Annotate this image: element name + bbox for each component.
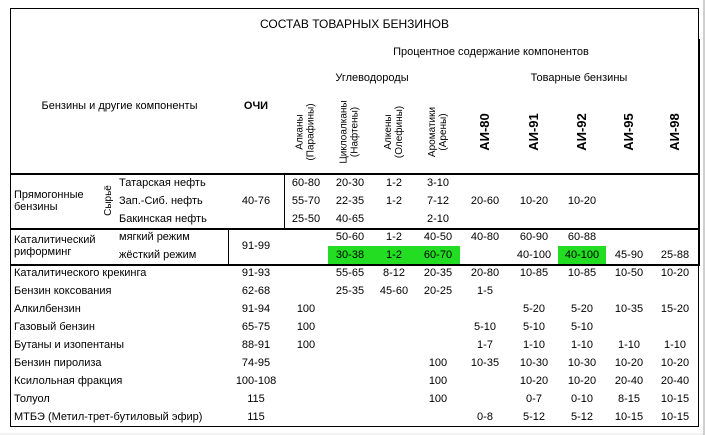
grade-cell[interactable] xyxy=(652,408,699,427)
grade-cell[interactable] xyxy=(460,408,511,427)
reforming-sub-text: жёсткий режим xyxy=(119,249,197,261)
grade-cell[interactable] xyxy=(652,282,699,301)
value-cell[interactable] xyxy=(372,336,417,355)
grade-cell[interactable] xyxy=(558,300,607,319)
grade-cell[interactable] xyxy=(606,390,653,409)
value-cell[interactable] xyxy=(416,264,461,283)
grade-cell-text: 8-15 xyxy=(617,393,641,405)
value-cell-text: 100 xyxy=(296,303,316,315)
value-cell[interactable] xyxy=(416,372,461,391)
row-octane-text: 100-108 xyxy=(235,375,277,387)
row-octane-text: 91-94 xyxy=(241,303,271,315)
value-cell[interactable] xyxy=(328,372,373,391)
grade-cell[interactable] xyxy=(510,318,559,337)
value-cell-text: 55-70 xyxy=(291,195,321,207)
grade-cell[interactable] xyxy=(510,264,559,283)
grade-cell-text: 45-90 xyxy=(614,249,644,261)
grade-header-label xyxy=(576,113,588,151)
value-cell[interactable] xyxy=(372,282,417,301)
row-octane-text: 115 xyxy=(247,411,265,423)
hc-header-line2: (Олефины) xyxy=(394,105,405,158)
grade-cell[interactable] xyxy=(652,246,699,265)
row-reforming[interactable] xyxy=(10,228,117,265)
grade-cell-text: 10-35 xyxy=(470,357,500,369)
grade-cell-text: 10-35 xyxy=(614,303,644,315)
grade-cell-text: 60-88 xyxy=(567,231,597,243)
grade-cell[interactable] xyxy=(558,336,607,355)
value-cell-text: 40-50 xyxy=(423,231,453,243)
grade-cell-text: 10-20 xyxy=(519,375,549,387)
grade-cell[interactable] xyxy=(460,228,511,247)
grade-cell-text: 10-85 xyxy=(567,267,597,279)
header-gasolines[interactable] xyxy=(460,65,699,91)
header-octane[interactable] xyxy=(228,39,285,174)
grade-cell[interactable] xyxy=(460,318,511,337)
grade-header-label xyxy=(669,113,681,151)
value-cell[interactable] xyxy=(328,192,373,211)
header-hc-1[interactable] xyxy=(328,90,373,174)
grade-cell-text: 20-60 xyxy=(470,194,500,207)
grade-cell-text: 10-15 xyxy=(660,393,690,405)
hc-header-line1: Ароматики xyxy=(427,106,439,157)
grade-header-text: АИ-95 xyxy=(621,112,636,151)
grade-cell-text: 10-20 xyxy=(614,357,644,369)
grade-cell[interactable] xyxy=(606,173,653,229)
reforming-octane-text: 91-99 xyxy=(241,240,271,252)
grade-cell[interactable] xyxy=(510,282,559,301)
grade-cell[interactable] xyxy=(460,173,511,229)
row-octane-text: 88-91 xyxy=(241,339,271,351)
value-cell[interactable] xyxy=(416,408,461,427)
value-cell-text: 20-35 xyxy=(423,267,453,279)
grade-cell[interactable] xyxy=(606,246,653,265)
grade-cell-highlighted-text: 40-100 xyxy=(564,249,600,261)
row-octane[interactable] xyxy=(228,408,285,427)
grade-cell-highlighted[interactable] xyxy=(558,246,607,265)
value-cell[interactable] xyxy=(372,192,417,211)
grade-cell[interactable] xyxy=(460,390,511,409)
grade-cell[interactable] xyxy=(558,390,607,409)
hc-header-line1: Алканы xyxy=(295,113,306,150)
header-components-text: Бензины и другие компоненты xyxy=(41,100,198,112)
grade-cell-text: 10-50 xyxy=(614,267,644,279)
value-cell-text: 40-65 xyxy=(335,213,365,225)
grade-cell[interactable] xyxy=(558,318,607,337)
value-cell-text: 3-10 xyxy=(426,176,450,189)
grade-cell[interactable] xyxy=(558,354,607,373)
value-cell[interactable] xyxy=(416,282,461,301)
value-cell[interactable] xyxy=(372,173,417,193)
grade-cell[interactable] xyxy=(652,372,699,391)
row-octane-text: 91-93 xyxy=(241,267,271,279)
reforming-octane[interactable] xyxy=(228,228,285,265)
row-name-text: Бензин коксования xyxy=(14,285,112,297)
value-cell-text: 60-80 xyxy=(291,176,321,189)
grade-cell[interactable] xyxy=(460,282,511,301)
value-cell-text: 8-12 xyxy=(382,267,406,279)
value-cell-text: 22-35 xyxy=(335,195,365,207)
row-octane-text: 115 xyxy=(247,393,265,405)
hc-header-label xyxy=(339,100,361,163)
reforming-label xyxy=(14,234,96,258)
grade-cell[interactable] xyxy=(460,300,511,319)
row-octane[interactable] xyxy=(228,318,285,337)
row-octane-text: 74-95 xyxy=(241,357,271,369)
grade-cell[interactable] xyxy=(510,173,559,229)
row-name[interactable] xyxy=(10,300,229,319)
grade-header-text: АИ-98 xyxy=(667,112,682,151)
value-cell[interactable] xyxy=(284,282,329,301)
straight-run-sub[interactable] xyxy=(116,210,229,229)
grade-cell[interactable] xyxy=(652,173,699,229)
header-hc-0[interactable] xyxy=(284,90,329,174)
reforming-sub[interactable] xyxy=(116,228,229,247)
row-name[interactable] xyxy=(10,408,229,427)
grade-cell[interactable] xyxy=(606,282,653,301)
grade-cell[interactable] xyxy=(558,264,607,283)
grade-cell[interactable] xyxy=(606,372,653,391)
row-name[interactable] xyxy=(10,264,229,283)
value-cell[interactable] xyxy=(284,264,329,283)
straight-run-raw[interactable] xyxy=(100,173,117,229)
row-octane[interactable] xyxy=(228,354,285,373)
value-cell[interactable] xyxy=(372,408,417,427)
grade-cell[interactable] xyxy=(460,372,511,391)
grade-cell-text: 10-85 xyxy=(519,267,549,279)
reforming-sub-text: мягкий режим xyxy=(119,231,190,243)
row-name-text: Газовый бензин xyxy=(14,321,95,333)
value-cell[interactable] xyxy=(328,210,373,229)
hc-header-label xyxy=(383,105,405,157)
row-octane[interactable] xyxy=(228,300,285,319)
value-cell-text: 7-12 xyxy=(426,195,450,207)
grade-cell[interactable] xyxy=(606,408,653,427)
grade-cell-text: 0-8 xyxy=(477,411,493,423)
value-cell[interactable] xyxy=(284,372,329,391)
value-cell[interactable] xyxy=(372,354,417,373)
value-cell[interactable] xyxy=(372,318,417,337)
grade-cell[interactable] xyxy=(460,246,511,265)
value-cell[interactable] xyxy=(372,300,417,319)
value-cell[interactable] xyxy=(416,390,461,409)
grade-cell-text: 1-10 xyxy=(663,339,687,351)
grade-cell[interactable] xyxy=(510,300,559,319)
value-cell[interactable] xyxy=(328,318,373,337)
grade-cell-text: 10-30 xyxy=(567,357,597,369)
reforming-line1: Каталитический xyxy=(14,234,96,246)
grade-cell[interactable] xyxy=(510,228,559,247)
grade-cell[interactable] xyxy=(558,173,607,229)
value-cell[interactable] xyxy=(328,282,373,301)
value-cell-text: 100 xyxy=(296,321,316,333)
header-components[interactable] xyxy=(10,39,229,174)
grade-cell[interactable] xyxy=(652,264,699,283)
row-name-text: Ксилольная фракция xyxy=(14,375,123,387)
hc-header-label xyxy=(427,106,449,156)
value-cell[interactable] xyxy=(328,264,373,283)
header-hc-2[interactable] xyxy=(372,90,417,174)
value-cell-text: 1-2 xyxy=(386,176,402,189)
value-cell-text: 1-2 xyxy=(386,231,402,243)
value-cell-text: 1-2 xyxy=(386,195,402,207)
grade-cell-text: 1-5 xyxy=(477,285,493,297)
row-name[interactable] xyxy=(10,354,229,373)
straight-run-label xyxy=(14,189,84,213)
value-cell[interactable] xyxy=(328,173,373,193)
reforming-sub[interactable] xyxy=(116,246,229,265)
grade-cell[interactable] xyxy=(652,318,699,337)
row-name-text: Бутаны и изопентаны xyxy=(14,339,125,351)
table-title[interactable] xyxy=(10,8,699,40)
value-cell-text: 50-60 xyxy=(335,231,365,243)
header-grade-4[interactable] xyxy=(652,90,699,174)
header-hydrocarbons[interactable] xyxy=(284,65,461,91)
value-cell-text: 20-30 xyxy=(335,176,365,189)
hc-header-line1: Алкены xyxy=(383,113,394,150)
value-cell[interactable] xyxy=(284,300,329,319)
grade-cell-text: 20-40 xyxy=(660,375,690,387)
value-cell[interactable] xyxy=(416,192,461,211)
row-octane[interactable] xyxy=(228,390,285,409)
grade-cell-text: 5-12 xyxy=(522,411,546,423)
value-cell[interactable] xyxy=(328,354,373,373)
grade-cell-text: 10-20 xyxy=(660,357,690,369)
grade-cell[interactable] xyxy=(606,300,653,319)
grade-cell[interactable] xyxy=(460,264,511,283)
grade-header-text: АИ-80 xyxy=(477,112,492,151)
value-cell[interactable] xyxy=(284,318,329,337)
grade-cell[interactable] xyxy=(606,354,653,373)
grade-cell-text: 5-10 xyxy=(473,321,497,333)
header-percent[interactable] xyxy=(284,39,699,66)
grade-cell[interactable] xyxy=(510,354,559,373)
value-cell[interactable] xyxy=(416,173,461,193)
row-name-text: Бензин пиролиза xyxy=(14,357,102,369)
grade-cell[interactable] xyxy=(652,354,699,373)
row-name-text: Алкилбензин xyxy=(14,303,81,315)
straight-run-sub-text: Зап.-Сиб. нефть xyxy=(119,195,203,207)
value-cell-text: 2-10 xyxy=(426,213,450,225)
grade-cell[interactable] xyxy=(460,336,511,355)
grade-cell-text: 60-90 xyxy=(519,231,549,243)
grade-cell[interactable] xyxy=(652,390,699,409)
table-title-text: СОСТАВ ТОВАРНЫХ БЕНЗИНОВ xyxy=(259,17,450,31)
row-name-text: МТБЭ (Метил-трет-бутиловый эфир) xyxy=(14,411,203,423)
value-cell[interactable] xyxy=(372,210,417,229)
row-name[interactable] xyxy=(10,372,229,391)
row-octane-text: 62-68 xyxy=(241,285,271,297)
grade-cell[interactable] xyxy=(652,336,699,355)
straight-run-line1: Прямогонные xyxy=(14,188,84,201)
value-cell-text: 100 xyxy=(428,357,448,369)
grade-cell-text: 1-7 xyxy=(477,339,493,351)
grade-cell[interactable] xyxy=(510,246,559,265)
value-cell-highlighted[interactable] xyxy=(416,246,461,265)
value-cell-text: 100 xyxy=(428,393,448,405)
straight-run-sub[interactable] xyxy=(116,173,229,193)
value-cell[interactable] xyxy=(284,390,329,409)
grade-cell-text: 10-15 xyxy=(660,411,690,423)
value-cell[interactable] xyxy=(372,264,417,283)
value-cell[interactable] xyxy=(328,336,373,355)
value-cell[interactable] xyxy=(284,173,329,193)
grade-cell-text: 40-100 xyxy=(516,249,552,261)
grade-header-label xyxy=(479,113,491,151)
grade-cell-text: 20-80 xyxy=(470,267,500,279)
row-octane[interactable] xyxy=(228,336,285,355)
straight-run-sub-text: Татарская нефть xyxy=(119,176,206,189)
value-cell[interactable] xyxy=(416,228,461,247)
value-cell-highlighted-text: 60-70 xyxy=(423,249,453,261)
value-cell[interactable] xyxy=(284,192,329,211)
grade-cell-text: 10-20 xyxy=(567,375,597,387)
grade-cell[interactable] xyxy=(606,228,653,247)
raw-label xyxy=(103,185,114,216)
hc-header-line2: (Арены) xyxy=(438,112,450,151)
straight-run-line2: бензины xyxy=(14,200,58,213)
value-cell[interactable] xyxy=(328,228,373,247)
header-gasolines-text: Товарные бензины xyxy=(530,71,628,84)
value-cell[interactable] xyxy=(416,318,461,337)
value-cell[interactable] xyxy=(328,390,373,409)
grade-cell[interactable] xyxy=(510,390,559,409)
grade-cell-text: 10-30 xyxy=(519,357,549,369)
hc-header-line1: Циклоалканы xyxy=(339,99,350,164)
grade-cell-text: 10-20 xyxy=(660,267,690,279)
grade-cell[interactable] xyxy=(652,228,699,247)
grade-cell-text: 5-20 xyxy=(570,303,594,315)
grade-cell-text: 5-10 xyxy=(570,321,594,333)
row-name-text: Толуол xyxy=(14,393,50,405)
value-cell-highlighted-text: 1-2 xyxy=(386,249,402,261)
grade-cell[interactable] xyxy=(510,408,559,427)
grade-cell-text: 15-20 xyxy=(660,303,690,315)
value-cell[interactable] xyxy=(416,354,461,373)
grade-header-label xyxy=(528,113,540,151)
value-cell[interactable] xyxy=(284,408,329,427)
grade-cell-text: 10-20 xyxy=(567,194,597,207)
row-straight-run[interactable] xyxy=(10,173,101,229)
grade-cell-text: 0-10 xyxy=(570,393,594,405)
grade-cell[interactable] xyxy=(558,408,607,427)
grade-cell-text: 10-20 xyxy=(519,194,549,207)
grade-cell-text: 5-10 xyxy=(522,321,546,333)
grade-header-text: АИ-91 xyxy=(526,112,541,151)
row-octane[interactable] xyxy=(228,372,285,391)
grade-cell[interactable] xyxy=(606,336,653,355)
value-cell-highlighted[interactable] xyxy=(328,246,373,265)
straight-run-octane[interactable] xyxy=(228,173,285,229)
value-cell-text: 25-35 xyxy=(335,285,365,297)
straight-run-sub-text: Бакинская нефть xyxy=(119,213,207,225)
row-name[interactable] xyxy=(10,318,229,337)
straight-run-sub[interactable] xyxy=(116,192,229,211)
row-name-text: Каталитического крекинга xyxy=(14,267,147,279)
row-octane[interactable] xyxy=(228,264,285,283)
header-percent-text: Процентное содержание компонентов xyxy=(393,46,589,58)
value-cell-text: 100 xyxy=(296,339,316,351)
value-cell-highlighted-text: 30-38 xyxy=(335,249,365,261)
value-cell[interactable] xyxy=(372,390,417,409)
value-cell[interactable] xyxy=(328,300,373,319)
row-name[interactable] xyxy=(10,390,229,409)
value-cell[interactable] xyxy=(284,336,329,355)
value-cell[interactable] xyxy=(328,408,373,427)
value-cell[interactable] xyxy=(284,228,329,247)
grade-header-text: АИ-92 xyxy=(574,112,589,151)
grade-cell[interactable] xyxy=(558,282,607,301)
value-cell[interactable] xyxy=(416,336,461,355)
grade-cell-text: 5-20 xyxy=(522,303,546,315)
value-cell-text: 55-65 xyxy=(335,267,365,279)
grade-cell-text: 5-12 xyxy=(570,411,594,423)
header-octane-text: ОЧИ xyxy=(243,100,269,112)
grade-cell[interactable] xyxy=(460,354,511,373)
grade-cell[interactable] xyxy=(606,264,653,283)
grade-cell-text: 1-10 xyxy=(570,339,594,351)
value-cell[interactable] xyxy=(372,228,417,247)
grade-cell-text: 0-7 xyxy=(526,393,542,405)
value-cell-text: 20-25 xyxy=(423,285,453,297)
grade-cell[interactable] xyxy=(558,372,607,391)
grade-cell[interactable] xyxy=(558,228,607,247)
straight-run-octane-text: 40-76 xyxy=(241,194,271,207)
header-grade-2[interactable] xyxy=(558,90,607,174)
header-grade-0[interactable] xyxy=(460,90,511,174)
row-name[interactable] xyxy=(10,336,229,355)
grade-cell[interactable] xyxy=(652,300,699,319)
grade-cell-text: 25-88 xyxy=(660,249,690,261)
value-cell[interactable] xyxy=(284,354,329,373)
grade-header-label xyxy=(623,113,635,151)
grade-cell-text: 20-40 xyxy=(614,375,644,387)
value-cell[interactable] xyxy=(416,300,461,319)
hc-header-line2: (Парафины) xyxy=(306,102,317,161)
grade-cell[interactable] xyxy=(606,318,653,337)
value-cell-text: 45-60 xyxy=(379,285,409,297)
grade-cell-text: 1-10 xyxy=(522,339,546,351)
value-cell[interactable] xyxy=(416,210,461,229)
header-hc-3[interactable] xyxy=(416,90,461,174)
value-cell[interactable] xyxy=(284,246,329,265)
value-cell-highlighted[interactable] xyxy=(372,246,417,265)
row-octane[interactable] xyxy=(228,282,285,301)
header-grade-3[interactable] xyxy=(606,90,653,174)
hc-header-line2: (Нафтены) xyxy=(350,106,361,157)
value-cell[interactable] xyxy=(372,372,417,391)
header-grade-1[interactable] xyxy=(510,90,559,174)
header-hydrocarbons-text: Углеводороды xyxy=(335,71,409,84)
row-octane-text: 65-75 xyxy=(241,321,271,333)
hc-header-label xyxy=(295,103,317,160)
grade-cell[interactable] xyxy=(510,372,559,391)
grade-cell-text: 10-15 xyxy=(614,411,644,423)
row-name[interactable] xyxy=(10,282,229,301)
grade-cell-text: 40-80 xyxy=(470,231,500,243)
grade-cell[interactable] xyxy=(510,336,559,355)
value-cell-text: 25-50 xyxy=(291,213,321,225)
grade-cell-text: 1-10 xyxy=(617,339,641,351)
value-cell-text: 100 xyxy=(428,375,448,387)
value-cell[interactable] xyxy=(284,210,329,229)
raw-label-text: Сырьё xyxy=(102,185,114,216)
reforming-line2: риформинг xyxy=(14,246,72,258)
